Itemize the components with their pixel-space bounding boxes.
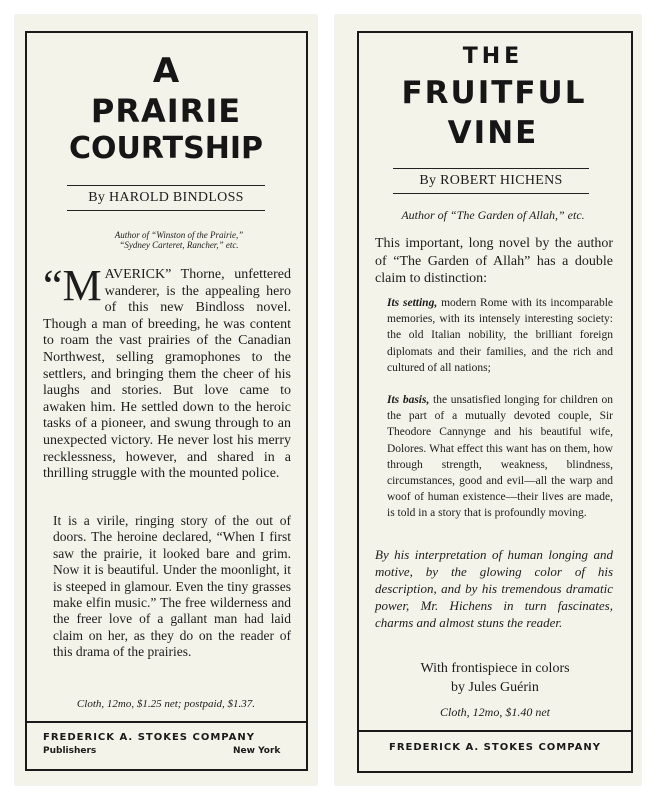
right-setting-text: modern Rome with its incomparable memories, with its intensely interesting society: the old Italian nobility, the brilliant foreign diplomats and their families, and the rich and cultured of all nations; <box>387 297 613 374</box>
left-title-line-3: COURTSHIP <box>69 131 263 166</box>
left-title-line-2: PRAIRIE <box>90 92 242 130</box>
right-basis <box>387 392 613 522</box>
left-paragraph-1 <box>43 261 291 483</box>
right-basis-lead: Its basis, <box>387 394 430 406</box>
right-frontis-line-1: With frontispiece in colors <box>420 661 570 676</box>
left-author-note-1: Author of “Winston of the Prairie,” <box>114 230 244 240</box>
right-title-line-1: THE <box>462 44 524 69</box>
left-paragraph-2: It is a virile, ringing story of the out of doors. The heroine declared, “When I first saw the prairie, it looked bare and grim. Now it is beautiful. Under the moonlight, it is steeped in glamour. Even the tiny grasses make elfin music.” The free wilderness and the freer love of a gallant man had laid claim on her, as they do on the reader of this drama of the prairies. <box>53 513 291 660</box>
left-publishers-label: Publishers <box>43 746 97 756</box>
right-basis-text: the unsatisfied longing for children on the part of a mutually devoted couple, Sir Theodore Cannynge and his beautiful wife, Dolores. What effect this want has on them, how through strength, weakness, blindness, circumstances, good and evil—all the warp and woof of human existence—their lives are made, is told in a story that is profoundly moving. <box>387 394 613 520</box>
left-price: Cloth, 12mo, $1.25 net; postpaid, $1.37. <box>76 698 256 710</box>
right-title-line-2: FRUITFUL <box>401 75 587 111</box>
right-title-line-3: VINE <box>447 115 539 151</box>
left-author-note-2: “Sydney Carteret, Rancher,” etc. <box>119 240 239 250</box>
left-title-line-1: A <box>152 51 180 91</box>
right-closing: By his interpretation of human longing and motive, by the glowing color of his description, and by his tremendous dramatic power, Mr. Hichens in turn fascinates, charms and almost stuns the reader. <box>375 547 613 630</box>
left-publisher: FREDERICK A. STOKES COMPANY <box>43 732 256 743</box>
right-pub-rule <box>359 730 631 732</box>
right-byline: By ROBERT HICHENS <box>393 168 589 194</box>
right-book-card <box>335 15 641 785</box>
right-publisher: FREDERICK A. STOKES COMPANY <box>388 742 602 753</box>
right-setting-lead: Its setting, <box>387 297 438 309</box>
right-frontis-line-2: by Jules Guérin <box>451 680 539 695</box>
left-book-card <box>15 15 317 785</box>
right-price: Cloth, 12mo, $1.40 net <box>440 705 550 719</box>
left-paragraph-1-text: AVERICK” Thorne, unfettered wanderer, is the appealing hero of this new Bindloss novel. Though a man of breeding, he was content to roam the vast prairies of the Canadian Northwest, selling gramophones to the settlers, and bringing them the cheer of his laughs and stories. But love came to awaken him. He settled down to the heroic tasks of a pioneer, and swung through to an unexpected victory. He never lost his merry recklessness, however, and shared in a thrilling struggle with the mounted police. <box>43 267 291 482</box>
left-open-quote: “ <box>43 261 63 310</box>
left-pub-rule <box>27 721 306 723</box>
left-dropcap: M <box>62 261 102 310</box>
left-location: New York <box>233 746 281 756</box>
right-setting <box>387 295 613 376</box>
left-byline: By HAROLD BINDLOSS <box>67 185 265 211</box>
right-author-note: Author of “The Garden of Allah,” etc. <box>401 208 585 222</box>
right-intro: This important, long novel by the author of “The Garden of Allah” has a double claim to distinction: <box>375 236 613 286</box>
